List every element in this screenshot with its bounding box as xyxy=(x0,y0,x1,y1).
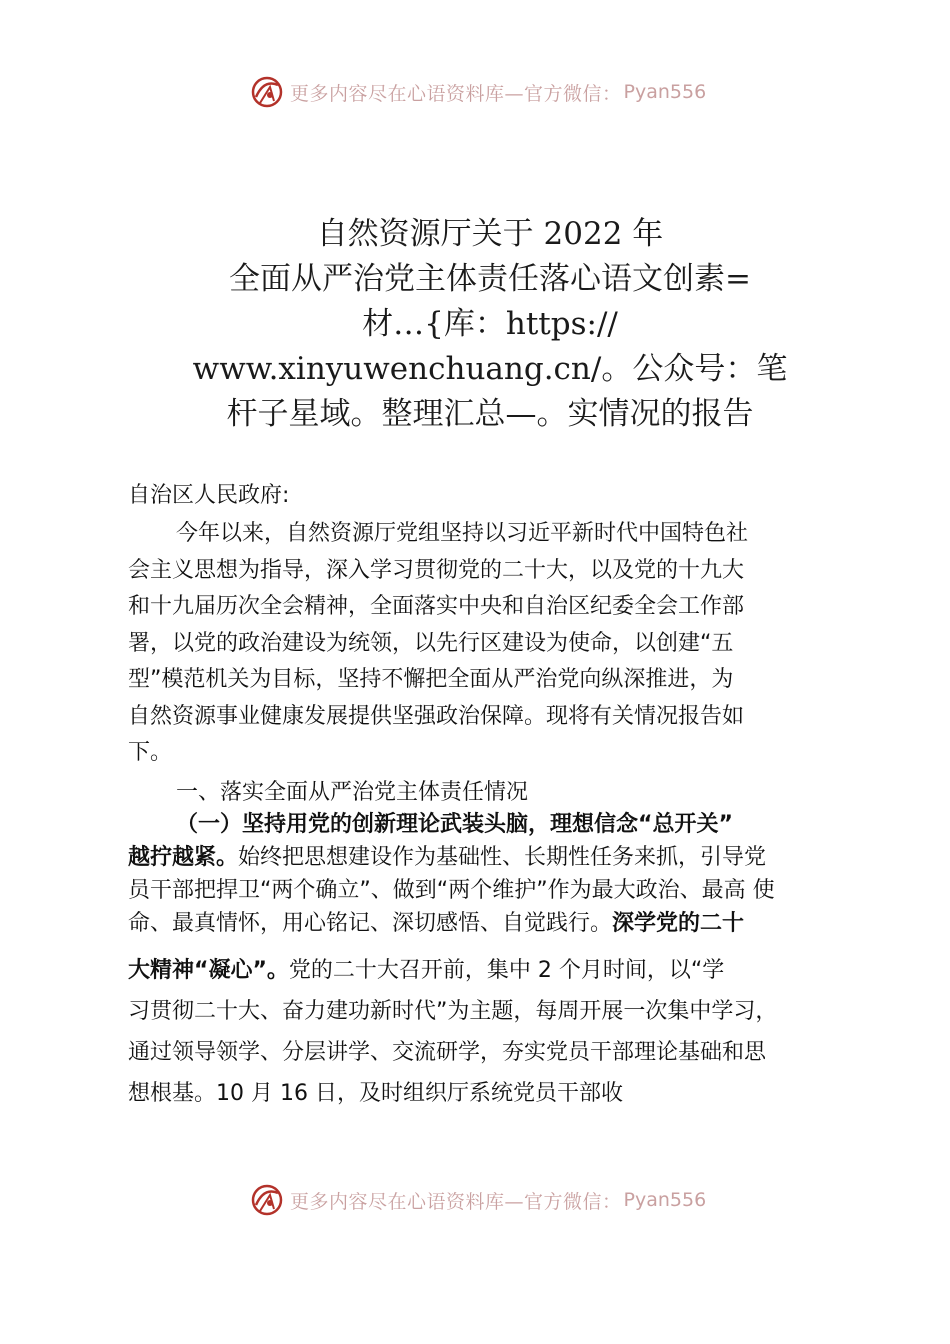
title-line: 材…{库：https:// xyxy=(362,306,618,342)
paragraph-line: 通过领导领学、分层讲学、交流研学，夯实党员干部理论基础和思 xyxy=(128,1040,767,1065)
salutation: 自治区人民政府: xyxy=(128,483,290,508)
banner-wechat-id: Pyan556 xyxy=(623,81,707,103)
paragraph-line: 会主义思想为指导，深入学习贯彻党的二十大，以及党的十九大 xyxy=(128,557,745,583)
intro-paragraph xyxy=(128,516,838,772)
document-title xyxy=(150,212,830,437)
study-paragraph xyxy=(128,950,858,1114)
bold-lead: 大精神“凝心”。 xyxy=(128,958,289,983)
paragraph-line xyxy=(128,950,858,991)
header-watermark-banner xyxy=(250,72,770,112)
banner-text: 更多内容尽在心语资料库—官方微信： xyxy=(290,1190,622,1213)
paragraph-line xyxy=(128,841,848,874)
brand-logo-icon xyxy=(250,1183,284,1217)
subsection-heading-end: 越拧越紧。 xyxy=(128,845,239,870)
paragraph-line: 员干部把捍卫“两个确立”、做到“两个维护”作为最大政治、最高 使 xyxy=(128,878,775,903)
banner-text: 更多内容尽在心语资料库—官方微信： xyxy=(290,82,622,105)
paragraph-line: 习贯彻二十大、奋力建功新时代”为主题，每周开展一次集中学习， xyxy=(128,999,778,1024)
brand-logo-icon xyxy=(250,75,284,109)
bold-lead: 深学党的二十 xyxy=(612,911,745,936)
paragraph-line: 署，以党的政治建设为统领，以先行区建设为使命，以创建“五 xyxy=(128,630,734,656)
paragraph-line: 和十九届历次全会精神，全面落实中央和自治区纪委全会工作部 xyxy=(128,594,745,619)
title-line: 杆子星域。整理汇总—。实情况的报告 xyxy=(226,396,754,432)
section-heading: 一、落实全面从严治党主体责任情况 xyxy=(176,780,529,805)
paragraph-text: 始终把思想建设作为基础性、长期性任务来抓，引导党 xyxy=(238,845,767,870)
paragraph-line: 下。 xyxy=(128,740,173,765)
subsection-paragraph xyxy=(128,808,848,940)
paragraph-line: 想根基。10 月 16 日，及时组织厅系统党员干部收 xyxy=(128,1081,623,1106)
paragraph-line xyxy=(128,808,848,841)
paragraph-line: 今年以来，自然资源厅党组坚持以习近平新时代中国特色社 xyxy=(176,521,749,546)
paragraph-line: 型”模范机关为目标，坚持不懈把全面从严治党向纵深推进，为 xyxy=(128,667,734,692)
paragraph-line xyxy=(128,907,848,940)
subsection-heading: （一）坚持用党的创新理论武装头脑，理想信念“总开关” xyxy=(176,812,733,837)
paragraph-line: 自然资源事业健康发展提供坚强政治保障。现将有关情况报告如 xyxy=(128,703,745,729)
title-line: 全面从严治党主体责任落心语文创素= xyxy=(229,261,751,297)
paragraph-text: 命、最真情怀，用心铭记、深切感悟、自觉践行。 xyxy=(128,911,613,936)
banner-wechat-id: Pyan556 xyxy=(623,1189,707,1211)
title-line: www.xinyuwenchuang.cn/。公众号：笔 xyxy=(192,351,788,387)
paragraph-text: 党的二十大召开前，集中 2 个月时间，以“学 xyxy=(288,958,725,983)
footer-watermark-banner xyxy=(250,1180,770,1220)
title-line: 自然资源厅关于 2022 年 xyxy=(316,216,664,252)
